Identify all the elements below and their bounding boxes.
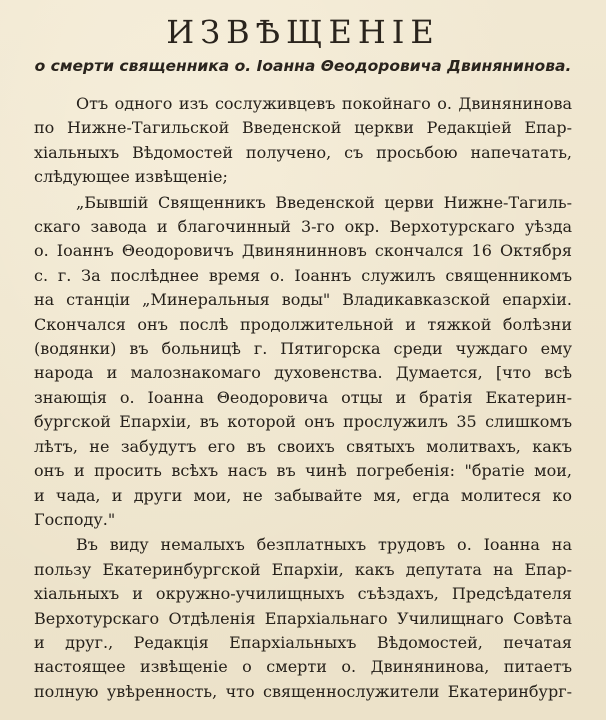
text-line: онъ и просить всѣхъ насъ въ чинѣ погребенія: "братіе мои, xyxy=(34,461,572,481)
text-line: хіальныхъ Вѣдомостей получено, съ просьбою напечатать, xyxy=(34,142,572,162)
text-line: Скончался онъ послѣ продолжительной и тяжкой болѣзни xyxy=(34,314,572,334)
text-line: бургской Епархіи, въ которой онъ прослужилъ 35 слишкомъ xyxy=(34,412,572,432)
text-line: (водянки) въ больницѣ г. Пятигорска среди чуждаго ему xyxy=(34,339,572,359)
text-line: Верхотурскаго Отдѣленія Епархіальнаго Училищнаго Совѣта xyxy=(34,608,572,628)
text-line: Господу." xyxy=(34,509,116,529)
text-line: по Нижне-Тагильской Введенской церкви Редакціей Епар- xyxy=(34,118,572,138)
text-line: слѣдующее извѣщеніе; xyxy=(34,167,228,187)
text-line: на станціи „Минеральныя воды" Владикавказской епархіи. xyxy=(34,290,572,310)
text-line: „Бывшій Священникъ Введенской церви Нижне-Тагиль- xyxy=(76,192,572,212)
text-line: и друг., Редакція Епархіальныхъ Вѣдомостей, печатая xyxy=(34,632,572,652)
text-line: Отъ одного изъ сослуживцевъ покойнаго о. Двинянинова xyxy=(76,94,572,113)
notice-subtitle: о смерти священника о. Іоанна Θеодоровича Двинянинова. xyxy=(34,57,572,75)
text-line: хіальныхъ и окружно-училищныхъ съѣздахъ, Предсѣдателя xyxy=(34,584,572,604)
text-line: и чада, и други мои, не забывайте мя, егда молитеся ко xyxy=(34,485,572,505)
notice-title: ИЗВѢЩЕНІЕ xyxy=(166,13,440,51)
text-line: Въ виду немалыхъ безплатныхъ трудовъ о. Іоанна на xyxy=(76,535,572,555)
paragraph-1 xyxy=(34,92,572,190)
text-line: народа и малознакомаго духовенства. Думается, [что всѣ xyxy=(34,363,572,383)
text-line: пользу Екатеринбургской Епархіи, какъ депутата на Епар- xyxy=(34,559,572,579)
paragraph-3 xyxy=(34,533,572,704)
text-line: лѣтъ, не забудутъ его въ своихъ святыхъ молитвахъ, какъ xyxy=(34,436,572,456)
text-line: с. г. За послѣднее время о. Іоаннъ служилъ священникомъ xyxy=(34,265,572,285)
text-line: настоящее извѣщеніе о смерти о. Двинянинова, питаетъ xyxy=(34,657,572,677)
text-line: знающія о. Іоанна Θеодоровича отцы и братія Екатерин- xyxy=(34,387,572,407)
text-line: скаго завода и благочинный 3-го окр. Верхотурскаго уѣзда xyxy=(34,217,572,237)
text-line: о. Іоаннъ Θеодоровичъ Двинянинновъ скончался 16 Октября xyxy=(34,241,572,261)
text-line: полную увѣренность, что священнослужители Екатеринбург- xyxy=(34,681,572,701)
paragraph-2 xyxy=(34,191,572,533)
